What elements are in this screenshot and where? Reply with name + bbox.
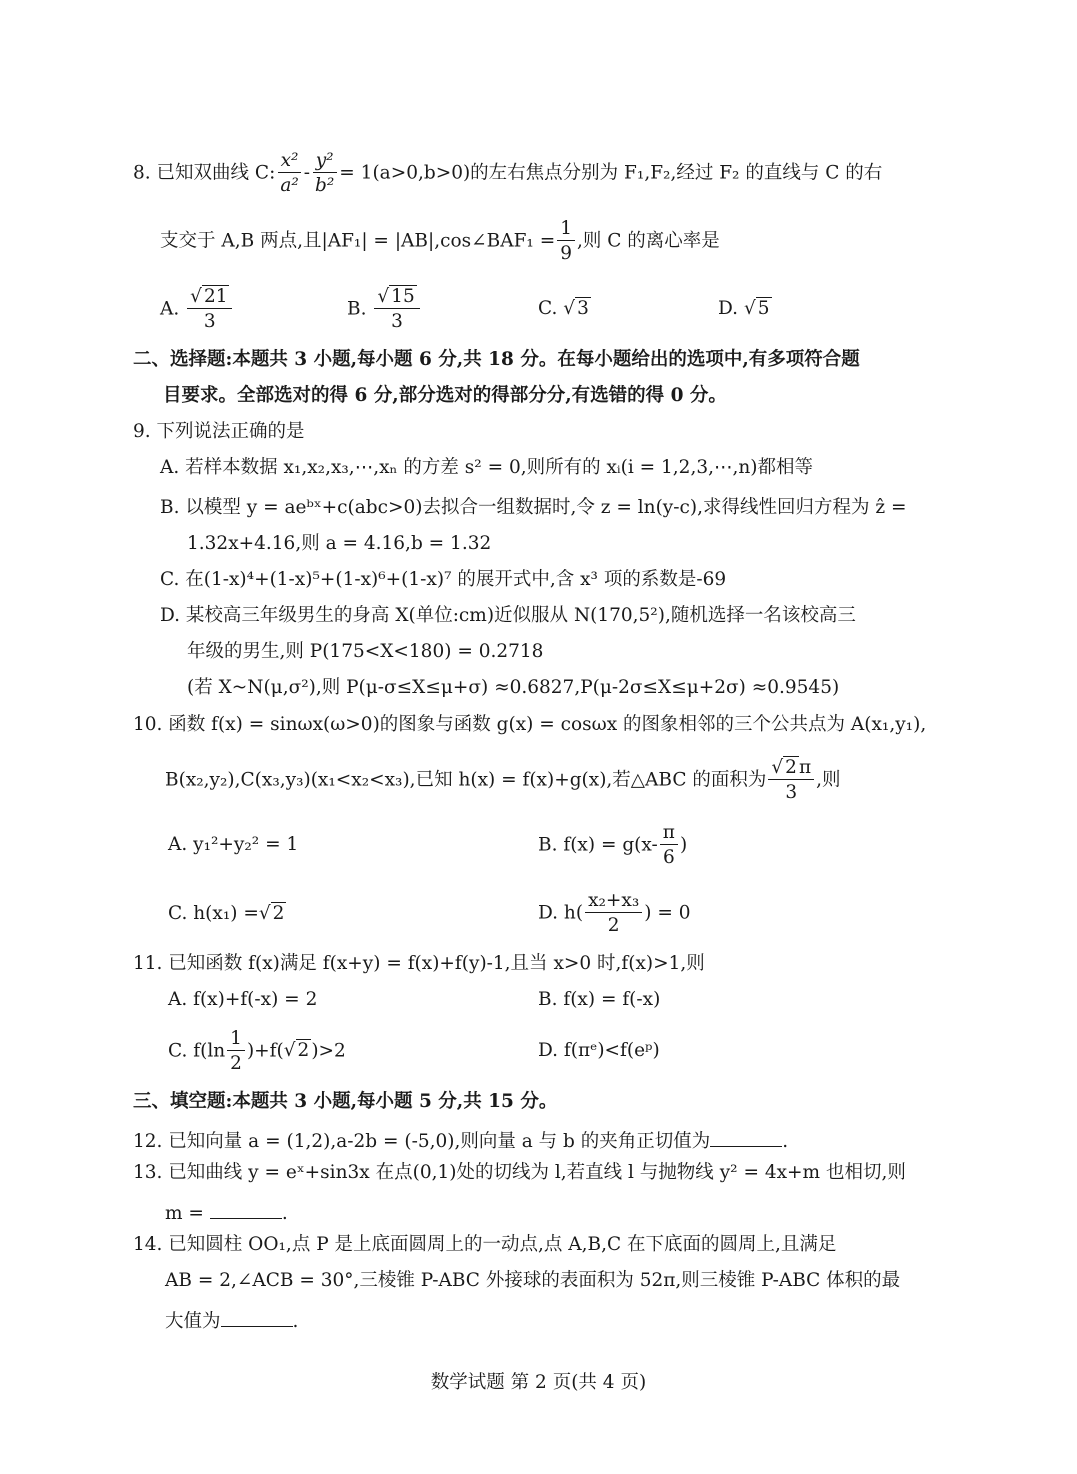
q14-line1: 14. 已知圆柱 OO₁,点 P 是上底面圆周上的一动点,点 A,B,C 在下底面的圆周上,且满足 bbox=[133, 1234, 837, 1255]
sqrt-sign: √ 5 bbox=[743, 298, 770, 319]
sqrt-sign: √ 2 bbox=[258, 903, 285, 924]
q9-option-b-line1: B. 以模型 y = aeᵇˣ+c(abc>0)去拟合一组数据时,令 z = ln(y-c),求得线性回归方程为 ẑ = bbox=[160, 497, 907, 518]
q10-option-c: C. h(x₁) =√ 2 bbox=[168, 903, 285, 924]
answer-blank[interactable] bbox=[221, 1308, 293, 1327]
q9-stem: 9. 下列说法正确的是 bbox=[133, 421, 305, 442]
q8-line1-post: = 1(a>0,b>0)的左右焦点分别为 F₁,F₂,经过 F₂ 的直线与 C 的右 bbox=[339, 162, 883, 184]
q10-line1: 10. 函数 f(x) = sinωx(ω>0)的图象与函数 g(x) = cosωx 的图象相邻的三个公共点为 A(x₁,y₁), bbox=[133, 714, 927, 735]
answer-blank[interactable] bbox=[710, 1128, 782, 1147]
section3-heading: 三、填空题:本题共 3 小题,每小题 5 分,共 15 分。 bbox=[133, 1091, 558, 1112]
sqrt-sign: √ 3 bbox=[563, 298, 589, 319]
q10-area-frac: $\frac{√ 2 \pi}{3}$ bbox=[768, 757, 814, 804]
q9-option-c: C. 在(1-x)⁴+(1-x)⁵+(1-x)⁶+(1-x)⁷ 的展开式中,含 x³ 项的系数是-69 bbox=[160, 569, 727, 590]
sqrt-sign: √ 2 bbox=[771, 757, 797, 778]
q8-frac-x: $\frac{\text{x²}}{\text{a²}}$ bbox=[277, 150, 301, 197]
q8-option-b: B. $\frac{√ 15}{3}$ bbox=[347, 286, 422, 333]
q8-option-a: A. $\frac{√ 21}{3}$ bbox=[160, 286, 234, 333]
section2-heading-line2: 目要求。全部选对的得 6 分,部分选对的得部分分,有选错的得 0 分。 bbox=[163, 385, 727, 406]
q11-stem: 11. 已知函数 f(x)满足 f(x+y) = f(x)+f(y)-1,且当 x>0 时,f(x)>1,则 bbox=[133, 953, 705, 974]
q9-option-b-line2: 1.32x+4.16,则 a = 4.16,b = 1.32 bbox=[187, 533, 492, 554]
q13-line1: 13. 已知曲线 y = eˣ+sin3x 在点(0,1)处的切线为 l,若直线 l 与抛物线 y² = 4x+m 也相切,则 bbox=[133, 1162, 906, 1183]
q11-option-c: C. f(ln $\frac{1}{2}$ )+f(√ 2 )>2 bbox=[168, 1028, 346, 1075]
q11-option-a: A. f(x)+f(-x) = 2 bbox=[168, 989, 318, 1010]
q14-line3: 大值为 . bbox=[165, 1308, 298, 1332]
q9-option-d-line2: 年级的男生,则 P(175<X<180) = 0.2718 bbox=[187, 641, 544, 662]
q11-option-d: D. f(πᵉ)<f(eᵖ) bbox=[538, 1040, 660, 1061]
q8-line2: 支交于 A,B 两点,且|AF₁| = |AB|,cos∠BAF₁ = $\frac{1}{9}$ ,则 C 的离心率是 bbox=[160, 218, 720, 265]
q11-option-b: B. f(x) = f(-x) bbox=[538, 989, 661, 1010]
q10-option-d: D. h( $\frac{\text{x₂+x₃}}{2}$ ) = 0 bbox=[538, 890, 691, 937]
sqrt-sign: √ 21 bbox=[190, 286, 228, 307]
q10-option-b: B. f(x) = g(x- $\frac{\pi}{6}$ ) bbox=[538, 822, 688, 869]
answer-blank[interactable] bbox=[210, 1200, 282, 1219]
sqrt-sign: √ 2 bbox=[283, 1040, 310, 1062]
section2-heading-line1: 二、选择题:本题共 3 小题,每小题 6 分,共 18 分。在每小题给出的选项中,有多项符合题 bbox=[133, 349, 860, 370]
q9-option-d-line3: (若 X~N(μ,σ²),则 P(μ-σ≤X≤μ+σ) ≈0.6827,P(μ-2σ≤X≤μ+2σ) ≈0.9545) bbox=[187, 677, 840, 698]
q8-option-d: D. √ 5 bbox=[718, 298, 770, 319]
q8-line1: 8. 已知双曲线 C: $\frac{\text{x²}}{\text{a²}}$ - $\frac{\text{y²}}{\text{b²}}$ = 1(a>0,b>0)的左右焦点分别为 F₁,F₂,经过 F₂ 的直线与 C 的右 bbox=[133, 150, 883, 197]
q8-frac-y: $\frac{\text{y²}}{\text{b²}}$ bbox=[312, 150, 337, 197]
page-footer: 数学试题 第 2 页(共 4 页) bbox=[430, 1372, 647, 1393]
q13-line2: m = . bbox=[165, 1200, 288, 1224]
q9-option-d-line1: D. 某校高三年级男生的身高 X(单位:cm)近似服从 N(170,5²),随机选择一名该校高三 bbox=[160, 605, 856, 626]
q10-option-a: A. y₁²+y₂² = 1 bbox=[168, 834, 299, 855]
sqrt-sign: √ 15 bbox=[377, 286, 415, 307]
q8-cos-frac: $\frac{1}{9}$ bbox=[557, 218, 575, 265]
q8-line1-pre: 8. 已知双曲线 C: bbox=[133, 162, 276, 184]
q10-line2: B(x₂,y₂),C(x₃,y₃)(x₁<x₂<x₃),已知 h(x) = f(x)+g(x),若△ABC 的面积为 $\frac{√ 2 \pi}{3}$ ,则 bbox=[165, 757, 841, 804]
q12: 12. 已知向量 a = (1,2),a-2b = (-5,0),则向量 a 与 b 的夹角正切值为 . bbox=[133, 1128, 788, 1152]
q8-option-c: C. √ 3 bbox=[538, 298, 589, 319]
q14-line2: AB = 2,∠ACB = 30°,三棱锥 P-ABC 外接球的表面积为 52π,则三棱锥 P-ABC 体积的最 bbox=[165, 1270, 901, 1291]
q9-option-a: A. 若样本数据 x₁,x₂,x₃,⋯,xₙ 的方差 s² = 0,则所有的 xᵢ(i = 1,2,3,⋯,n)都相等 bbox=[160, 457, 813, 478]
